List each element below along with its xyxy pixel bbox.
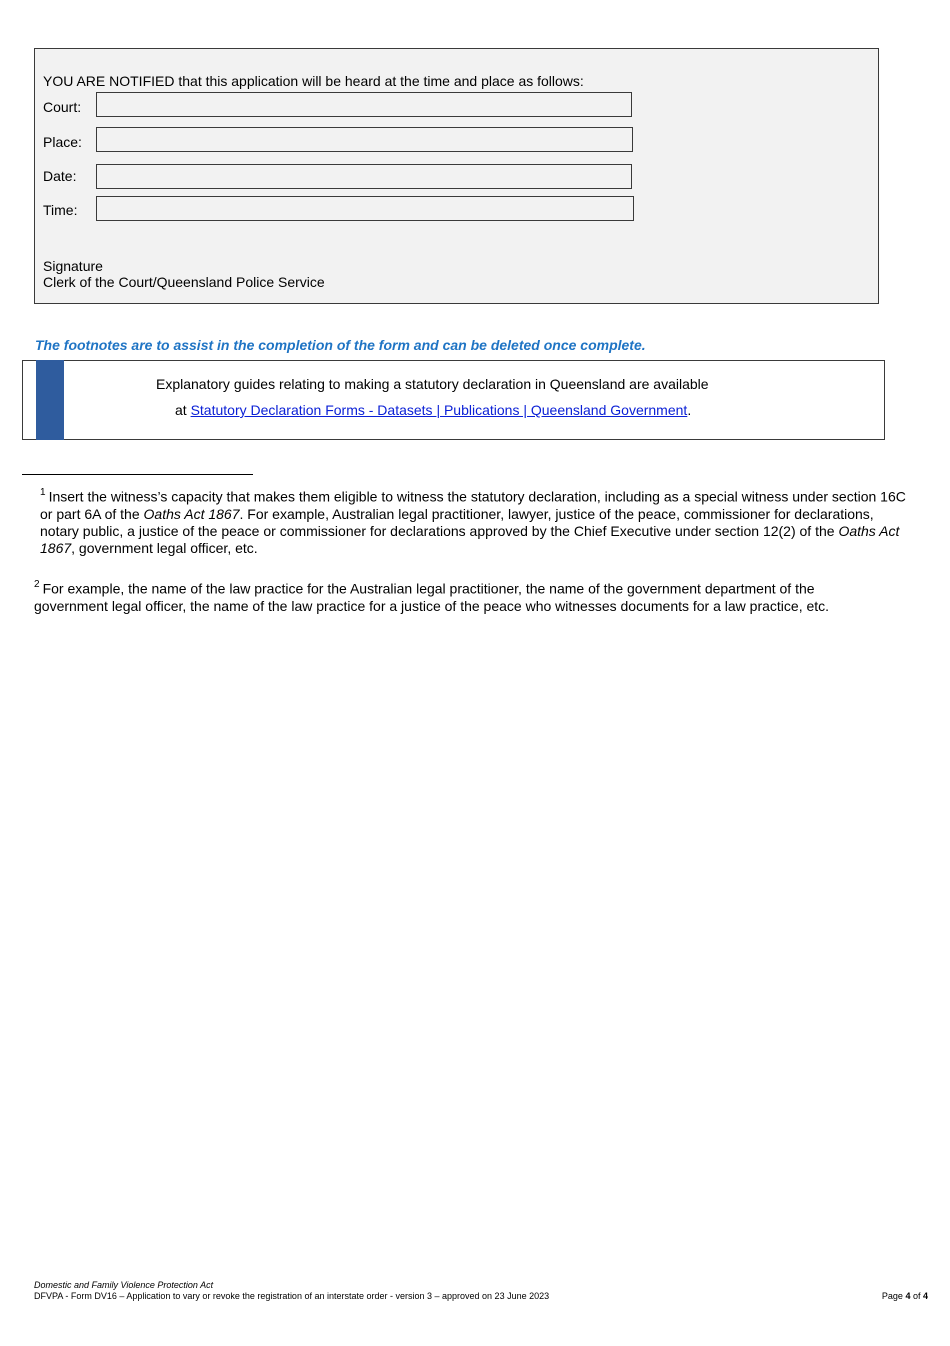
page-of: of: [910, 1291, 923, 1301]
footer-act-title: Domestic and Family Violence Protection Act: [34, 1280, 214, 1290]
page-number: [882, 1291, 928, 1301]
footnote-2-text: For example, the name of the law practice for the Australian legal practitioner, the name of the government department of the government legal officer, the name of the law practice for a justice of the peace who witnesses documents for a law practice, etc.: [34, 580, 830, 614]
time-field[interactable]: [96, 196, 634, 221]
footnote-1-text-a: Insert the witness’s capacity that makes them eligible to witness the statutory declaration, including as a special witness under section 16C or part 6A of the: [40, 488, 906, 522]
page-total: 4: [922, 1291, 928, 1301]
explanatory-guide-box: [22, 360, 885, 440]
footnote-1-text-c: , government legal officer, etc.: [71, 539, 258, 556]
guide-link-line: [175, 402, 691, 418]
time-label: Time:: [43, 202, 78, 218]
date-label: Date:: [43, 168, 77, 184]
place-label: Place:: [43, 134, 82, 150]
page-current: 4: [905, 1291, 911, 1301]
court-field[interactable]: [96, 92, 632, 117]
footnote-2: [34, 577, 864, 615]
clerk-label: Clerk of the Court/Queensland Police Service: [43, 274, 325, 290]
notice-intro: YOU ARE NOTIFIED that this application will be heard at the time and place as follows:: [43, 73, 584, 89]
guide-text: Explanatory guides relating to making a statutory declaration in Queensland are available: [156, 376, 709, 392]
footnote-1-text-b: . For example, Australian legal practitioner, lawyer, justice of the peace, commissioner for declarations, notary public, a justice of the peace or commissioner for declarations approved by the Chief Executive under section 12(2) of the: [40, 505, 874, 539]
footnote-separator: [22, 474, 253, 475]
footnote-1: [40, 485, 915, 557]
guide-prefix: at: [175, 402, 191, 418]
guide-accent-bar: [36, 360, 64, 440]
page-prefix: Page: [881, 1291, 906, 1301]
footnote-1-number: 1: [40, 487, 46, 498]
footnote-2-number: 2: [34, 579, 40, 590]
guide-suffix: .: [687, 402, 692, 418]
date-field[interactable]: [96, 164, 632, 189]
place-field[interactable]: [96, 127, 633, 152]
footnote-1-act-b: Oaths Act 1867: [40, 522, 900, 556]
footer-form-info: DFVPA - Form DV16 – Application to vary or revoke the registration of an interstate order - version 3 – approved on 23 June 2023: [34, 1291, 550, 1301]
hearing-notice-box: [34, 48, 879, 304]
statutory-declaration-link[interactable]: Statutory Declaration Forms - Datasets | Publications | Queensland Government: [190, 402, 688, 418]
footnote-hint: The footnotes are to assist in the completion of the form and can be deleted once complete.: [35, 337, 646, 353]
court-label: Court:: [43, 99, 82, 115]
footnote-1-act-a: Oaths Act 1867: [143, 505, 240, 522]
signature-label: Signature: [43, 258, 103, 274]
